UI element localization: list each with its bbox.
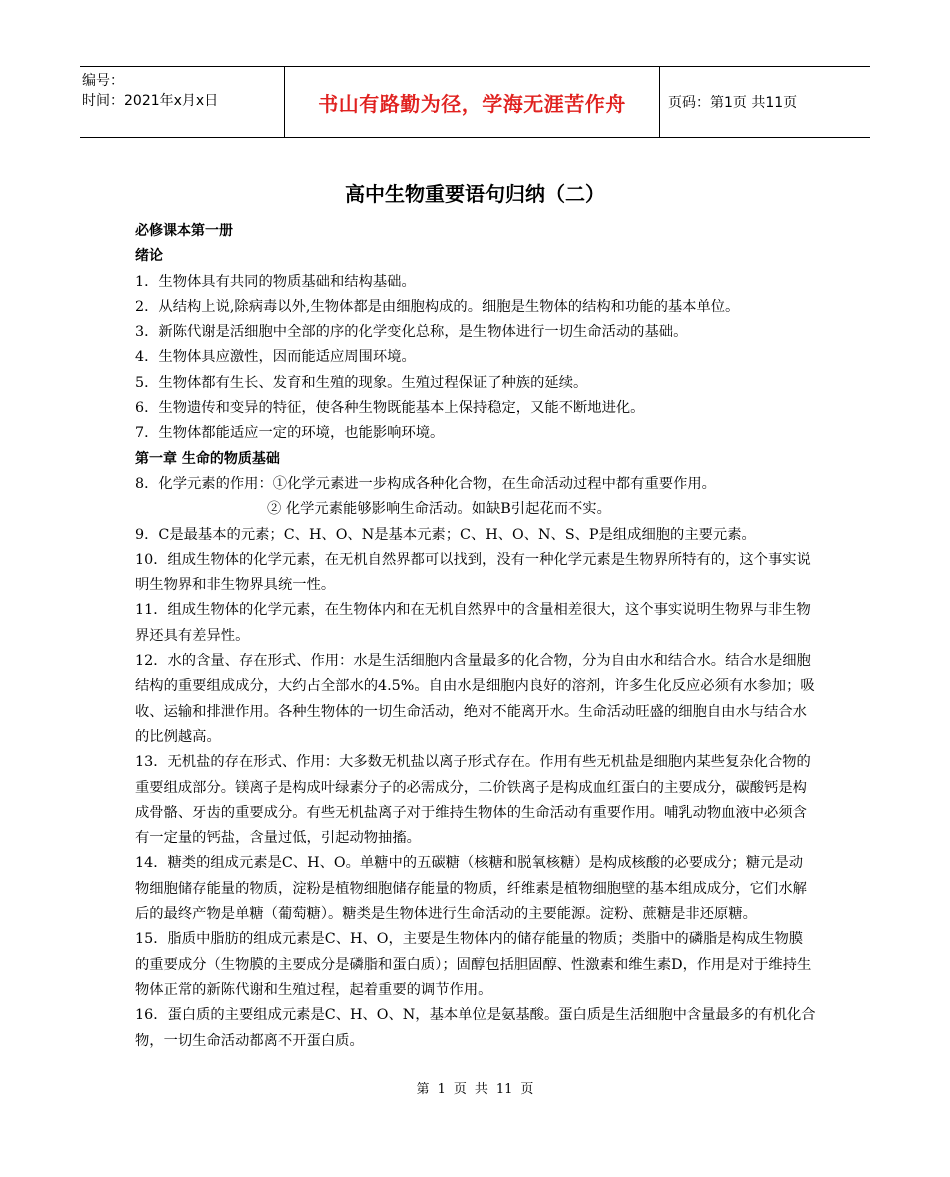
paragraph: 7．生物体都能适应一定的环境，也能影响环境。 — [135, 425, 445, 442]
footer-text: 页 — [453, 1082, 467, 1097]
footer-text: 共 — [474, 1082, 488, 1097]
section-heading: 绪论 — [135, 248, 163, 265]
document-body — [135, 219, 817, 1054]
paragraph: 1．生物体具有共同的物质基础和结构基础。 — [135, 273, 416, 290]
paragraph: 5．生物体都有生长、发育和生殖的现象。生殖过程保证了种族的延续。 — [135, 374, 588, 391]
time-label: 时间：2021年x月x日 — [82, 93, 219, 109]
footer-page-number: 1 — [437, 1082, 446, 1097]
paragraph: 2．从结构上说,除病毒以外,生物体都是由细胞构成的。细胞是生物体的结构和功能的基本单位。 — [135, 298, 740, 315]
paragraph: 8．化学元素的作用：①化学元素进一步构成各种化合物，在生命活动过程中都有重要作用。 — [135, 475, 716, 492]
number-label: 编号： — [82, 73, 124, 89]
paragraph: 3．新陈代谢是活细胞中全部的序的化学变化总称，是生物体进行一切生命活动的基础。 — [135, 324, 688, 341]
footer-text: 页 — [520, 1082, 534, 1097]
paragraph: 15．脂质中脂肪的组成元素是C、H、O，主要是生物体内的储存能量的物质；类脂中的磷脂是构成生物膜的重要成分（生物膜的主要成分是磷脂和蛋白质）；固醇包括胆固醇、性激素和维生素D，作用是对于维持生物体正常的新陈代谢和生殖过程，起着重要的调节作用。 — [135, 931, 812, 998]
page-footer — [0, 1078, 950, 1097]
footer-text: 第 — [416, 1082, 430, 1097]
header-meta — [80, 67, 285, 137]
paragraph: 16．蛋白质的主要组成元素是C、H、O、N，基本单位是氨基酸。蛋白质是生活细胞中含量最多的有机化合物，一切生命活动都离不开蛋白质。 — [135, 1007, 816, 1049]
paragraph: 14．糖类的组成元素是C、H、O。单糖中的五碳糖（核糖和脱氧核糖）是构成核酸的必要成分；糖元是动物细胞储存能量的物质，淀粉是植物细胞储存能量的物质，纤维素是植物细胞壁的基本组成成分，它们水解后的最终产物是单糖（葡萄糖）。糖类是生物体进行生命活动的主要能源。淀粉、蔗糖是非还原糖。 — [135, 855, 807, 923]
footer-total-pages: 11 — [495, 1082, 513, 1097]
paragraph: 13．无机盐的存在形式、作用：大多数无机盐以离子形式存在。作用有些无机盐是细胞内某些复杂化合物的重要组成部分。镁离子是构成叶绿素分子的必需成分，二价铁离子是构成血红蛋白的主要成分，碳酸钙是构成骨骼、牙齿的重要成分。有些无机盐离子对于维持生物体的生命活动有重要作用。哺乳动物血液中必须含有一定量的钙盐，含量过低，引起动物抽搐。 — [135, 754, 811, 847]
paragraph: 4．生物体具应激性，因而能适应周围环境。 — [135, 349, 416, 366]
document-title: 高中生物重要语句归纳（二） — [345, 182, 605, 206]
paragraph: 10．组成生物体的化学元素，在无机自然界都可以找到，没有一种化学元素是生物界所特有的，这个事实说明生物界和非生物界具统一性。 — [135, 551, 811, 594]
paragraph: ② 化学元素能够影响生命活动。如缺B引起花而不实。 — [267, 501, 611, 518]
page-header — [80, 66, 870, 138]
paragraph: 6．生物遗传和变异的特征，使各种生物既能基本上保持稳定，又能不断地进化。 — [135, 400, 645, 417]
section-heading: 必修课本第一册 — [135, 223, 233, 239]
page-info: 页码：第1页 共11页 — [668, 95, 798, 111]
motto: 书山有路勤为径，学海无涯苦作舟 — [285, 67, 660, 137]
section-heading: 第一章 生命的物质基础 — [135, 450, 280, 467]
paragraph: 12．水的含量、存在形式、作用：水是生活细胞内含量最多的化合物，分为自由水和结合水。结合水是细胞结构的重要组成成分，大约占全部水的4.5%。自由水是细胞内良好的溶剂，许多生化反应必须有水参加；吸收、运输和排泄作用。各种生物体的一切生命活动，绝对不能离开水。生命活动旺盛的细胞自由水与结合水的比例越高。 — [135, 653, 815, 745]
paragraph: 9．C是最基本的元素；C、H、O、N是基本元素；C、H、O、N、S、P是组成细胞的主要元素。 — [135, 526, 756, 543]
paragraph: 11．组成生物体的化学元素，在生物体内和在无机自然界中的含量相差很大，这个事实说明生物界与非生物界还具有差异性。 — [135, 602, 811, 644]
